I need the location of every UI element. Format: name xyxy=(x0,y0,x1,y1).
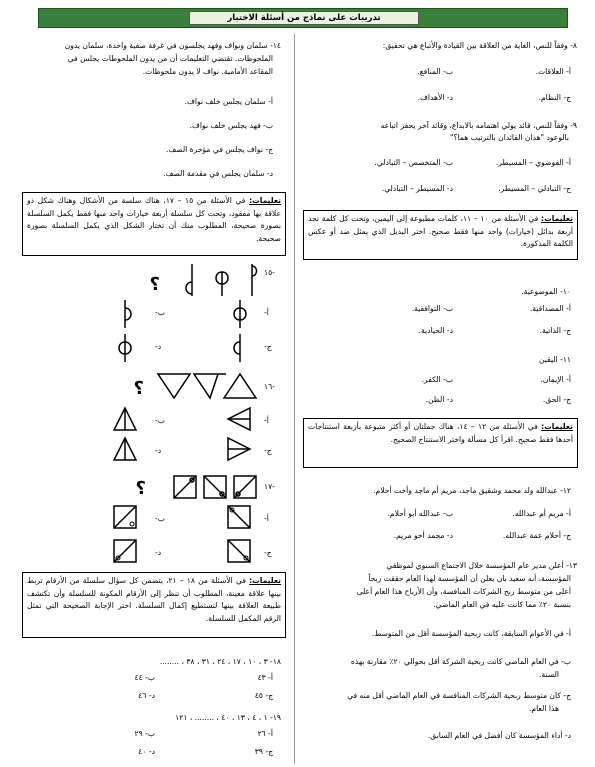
q11-stem: ١١- اليقين xyxy=(539,355,571,364)
q15-sequence xyxy=(140,262,260,302)
q16-option-a-shape[interactable] xyxy=(226,406,252,432)
q17-shape-2 xyxy=(204,476,226,498)
q12-option-c[interactable]: ج- أحلام عمة عبدالله. xyxy=(502,531,571,540)
q13-stem-line4: بنسبة ٢٠٪ مما كانت عليه في العام الماضي. xyxy=(433,600,571,609)
instructions-label: تعليمات: xyxy=(249,576,282,585)
q17-option-b-shape[interactable] xyxy=(112,504,138,530)
instructions-text: في الأسئلة من ١٨ – ٢١، يتضمن كل سؤال سلسلة من الأرقام تربط بينها علاقة معينة، المطلوب أن تنظر إلى الأرقام المكونة للسلسلة وأن تكتشف طبيعة العلاقة بينها لتستطيع إكمال السلسلة. اختر الإجابة الصحيحة التي تمثل الرقم المكمل للسلسلة. xyxy=(27,576,281,623)
instructions-text: في الأسئلة من ١٢ – ١٤، هناك جملتان أو أكثر متبوعة بأربعة استنتاجات أحدها فقط صحيح. اقرأ كل مسألة واختر الاستنتاج الصحيح. xyxy=(308,422,573,444)
instructions-box-18-21 xyxy=(22,572,286,638)
q15-shape-3 xyxy=(186,264,192,296)
q19-option-a[interactable]: أ- ٢٦ xyxy=(257,729,273,738)
q16-question-mark: ؟ xyxy=(133,378,144,399)
q10-option-b[interactable]: ب- التوافقية. xyxy=(411,304,453,313)
q16-option-c-label[interactable]: ج- xyxy=(264,446,272,455)
q19-option-c[interactable]: ج- ٣٩ xyxy=(254,747,273,756)
q10-option-c[interactable]: ج- الذاتية. xyxy=(539,326,571,335)
q9-stem-line2: بالوعود "هذان القائدان بالترتيب هما؟" xyxy=(449,133,569,142)
q14-option-c[interactable]: ج- نواف يجلس في مؤخرة الصف. xyxy=(165,145,273,154)
q16-shape-1 xyxy=(224,374,256,398)
q13-option-c-line1[interactable]: ج- كان متوسط ربحية الشركات المنافسة في العام الماضي أقل منه في xyxy=(347,691,571,700)
q16-number: -١٦ xyxy=(264,382,275,391)
instructions-label: تعليمات: xyxy=(541,422,574,431)
q10-option-a[interactable]: أ- المصداقية. xyxy=(529,304,571,313)
q15-shape-2 xyxy=(216,272,228,296)
q17-number: -١٧ xyxy=(264,482,275,491)
q13-stem-line1: ١٣- أعلن مدير عام المؤسسة خلال الاجتماع السنوي لموظفي xyxy=(386,561,577,570)
q13-stem-line3: أعلى من متوسط ربح الشركات المنافسة، وأن الأرباح هذا العام أعلى xyxy=(356,587,571,596)
q14-option-b[interactable]: ب- فهد يجلس خلف نواف. xyxy=(189,121,273,130)
q16-option-d-shape[interactable] xyxy=(112,436,138,462)
q15-option-c-shape[interactable] xyxy=(230,334,250,362)
q13-stem-line2: المؤسسة، أنه سعيد بان يعلن أن المؤسسة لهذا العام حققت ربحاً xyxy=(368,574,571,583)
instructions-label: تعليمات: xyxy=(541,214,573,223)
q17-shape-1 xyxy=(234,476,256,498)
q8-option-d[interactable]: د- الأهداف. xyxy=(417,93,453,102)
q18-stem: ١٨- ٣ ، ١٠ ، ١٧ ، ٢٤ ، ٣١ ، ٣٨ ، ........ xyxy=(159,657,281,666)
q15-option-a-shape[interactable] xyxy=(230,300,250,328)
q12-option-a[interactable]: أ- مريم أم عبدالله. xyxy=(512,509,571,518)
q12-option-d[interactable]: د- محمد أخو مريم. xyxy=(393,531,453,540)
q16-shape-3 xyxy=(158,374,190,398)
q13-option-b-line2: السنة. xyxy=(539,670,559,679)
q13-option-a[interactable]: أ- في الأعوام السابقة، كانت ربحية المؤسسة أقل من المتوسط. xyxy=(371,629,571,638)
instructions-text: في الأسئلة من ١٥ – ١٧، هناك سلسة من الأشكال وهناك شكل ذو علاقة بها مفقود، وتحت كل سلسلة أربعة خيارات واحد منها فقط يكمل السلسلة بصورة صحيحة، المطلوب منك أن تختار الشكل الذي يكمل السلسلة بصورة صحيحة. xyxy=(27,196,281,243)
q16-shape-2 xyxy=(194,374,226,398)
instructions-box-12-14 xyxy=(303,418,578,468)
page-title: تدريبات على نماذج من أسئلة الاختبار xyxy=(189,11,419,25)
q9-stem-line1: ٩- وفقاً للنص، قائد يولي اهتمامه بالابداع، وقائد آخر يحفز اتباعه xyxy=(380,121,577,130)
q9-option-b[interactable]: ب- المتخصص – التبادلي. xyxy=(374,158,453,167)
q10-option-d[interactable]: د- الحيادية. xyxy=(418,326,453,335)
q16-option-b-label[interactable]: ب- xyxy=(155,416,165,425)
q13-option-d[interactable]: د- أداء المؤسسة كان أفضل في العام السابق. xyxy=(427,731,571,740)
q15-option-d-shape[interactable] xyxy=(115,334,135,362)
q14-option-a[interactable]: أ- سلمان يجلس خلف نواف. xyxy=(184,97,273,106)
q9-option-c[interactable]: ج- التبادلي – المسيطر. xyxy=(498,184,571,193)
q15-option-b-shape[interactable] xyxy=(115,300,135,328)
q13-option-c-line2: هذا العام. xyxy=(528,704,559,713)
q17-option-c-shape[interactable] xyxy=(226,538,252,564)
q10-stem: ١٠- الموضوعية. xyxy=(521,287,571,296)
q17-shape-3 xyxy=(174,476,196,498)
q12-option-b[interactable]: ب- عبدالله أبو أحلام. xyxy=(387,509,453,518)
q8-option-a[interactable]: أ- العلاقات. xyxy=(535,67,571,76)
q19-option-d[interactable]: د- ٤٠ xyxy=(138,747,155,756)
q8-stem: ٨- وفقاً للنص، الغاية من العلاقة بين القيادة والأتباع هي تحقيق: xyxy=(382,41,577,50)
q14-stem-line1: ١٤- سلمان ونواف وفهد يجلسون في غرفة صفية واحدة، سلمان يدون xyxy=(64,41,281,50)
q17-option-d-shape[interactable] xyxy=(112,538,138,564)
q15-option-c-label[interactable]: ج- xyxy=(264,342,272,351)
q17-option-b-label[interactable]: ب- xyxy=(155,514,165,523)
q16-option-c-shape[interactable] xyxy=(226,436,252,462)
header-bar xyxy=(38,8,568,28)
q15-number: -١٥ xyxy=(264,268,275,277)
q15-option-d-label[interactable]: د- xyxy=(155,342,162,351)
q18-option-c[interactable]: ج- ٤٥ xyxy=(254,691,273,700)
q15-option-b-label[interactable]: ب- xyxy=(155,308,165,317)
q16-option-d-label[interactable]: د- xyxy=(155,446,162,455)
q19-stem: ١٩- ١ ، ٤ ، ١٣ ، ٤٠ ، ........ ، ١٢١ xyxy=(175,713,281,722)
q15-question-mark: ؟ xyxy=(149,274,160,295)
q11-option-d[interactable]: د- الظن. xyxy=(425,395,453,404)
q8-option-b[interactable]: ب- المنافع. xyxy=(417,67,453,76)
q14-stem-line3: المقاعد الأمامية. نواف لا يدون ملحوظات. xyxy=(142,67,273,76)
q13-option-b-line1[interactable]: ب- في العام الماضي كانت ربحية الشركة أقل بحوالي ٢٠٪ مقارنة بهذه xyxy=(350,657,571,666)
q11-option-b[interactable]: ب- الكفر. xyxy=(421,375,453,384)
instructions-text: في الأسئلة من ١٠ – ١١، كلمات مطبوعة إلى اليمين، وتحت كل كلمة تجد أربعة بدائل (خيارات) واحد منها فقط صحيح. اختر البديل الذي يمثل ضد أو عكس الكلمة المذكورة. xyxy=(308,214,573,248)
instructions-label: تعليمات: xyxy=(249,196,282,205)
q15-shape-1 xyxy=(252,264,257,296)
q14-option-d[interactable]: د- سلمان يجلس في مقدمة الصف. xyxy=(163,169,273,178)
q12-stem: ١٢- عبدالله ولد محمد وشقيق ماجد، مريم أم ماجد وأخت أحلام. xyxy=(373,486,571,495)
q19-option-b[interactable]: ب- ٢٩ xyxy=(134,729,155,738)
q17-sequence xyxy=(135,474,260,500)
q16-option-b-shape[interactable] xyxy=(112,406,138,432)
q14-stem-line2: الملحوظات. تقتضي التعليمات أن من يدون الملحوظات يجلس في xyxy=(67,54,273,63)
q17-option-a-label[interactable]: أ- xyxy=(264,514,269,523)
q11-option-c[interactable]: ج- الحق. xyxy=(542,395,571,404)
q17-question-mark: ؟ xyxy=(135,478,146,499)
q17-option-c-label[interactable]: ج- xyxy=(264,548,272,557)
q18-option-a[interactable]: أ- ٤٣ xyxy=(257,673,273,682)
column-divider xyxy=(294,34,295,764)
instructions-box-15-17 xyxy=(22,192,286,256)
instructions-box-10-11 xyxy=(303,210,578,260)
q18-option-b[interactable]: ب- ٤٤ xyxy=(134,673,155,682)
q18-option-d[interactable]: د- ٤٦ xyxy=(138,691,155,700)
q8-option-c[interactable]: ج- النظام. xyxy=(538,93,571,102)
q9-option-d[interactable]: د- المسيطر – التبادلي. xyxy=(381,184,453,193)
q11-option-a[interactable]: أ- الإيمان. xyxy=(540,375,571,384)
q17-option-a-shape[interactable] xyxy=(226,504,252,530)
q9-option-a[interactable]: أ- الفوضوي – المسيطر. xyxy=(495,158,571,167)
q16-option-a-label[interactable]: أ- xyxy=(264,416,269,425)
q15-option-a-label[interactable]: أ- xyxy=(264,308,269,317)
q17-option-d-label[interactable]: د- xyxy=(155,548,162,557)
q16-sequence xyxy=(133,372,260,402)
